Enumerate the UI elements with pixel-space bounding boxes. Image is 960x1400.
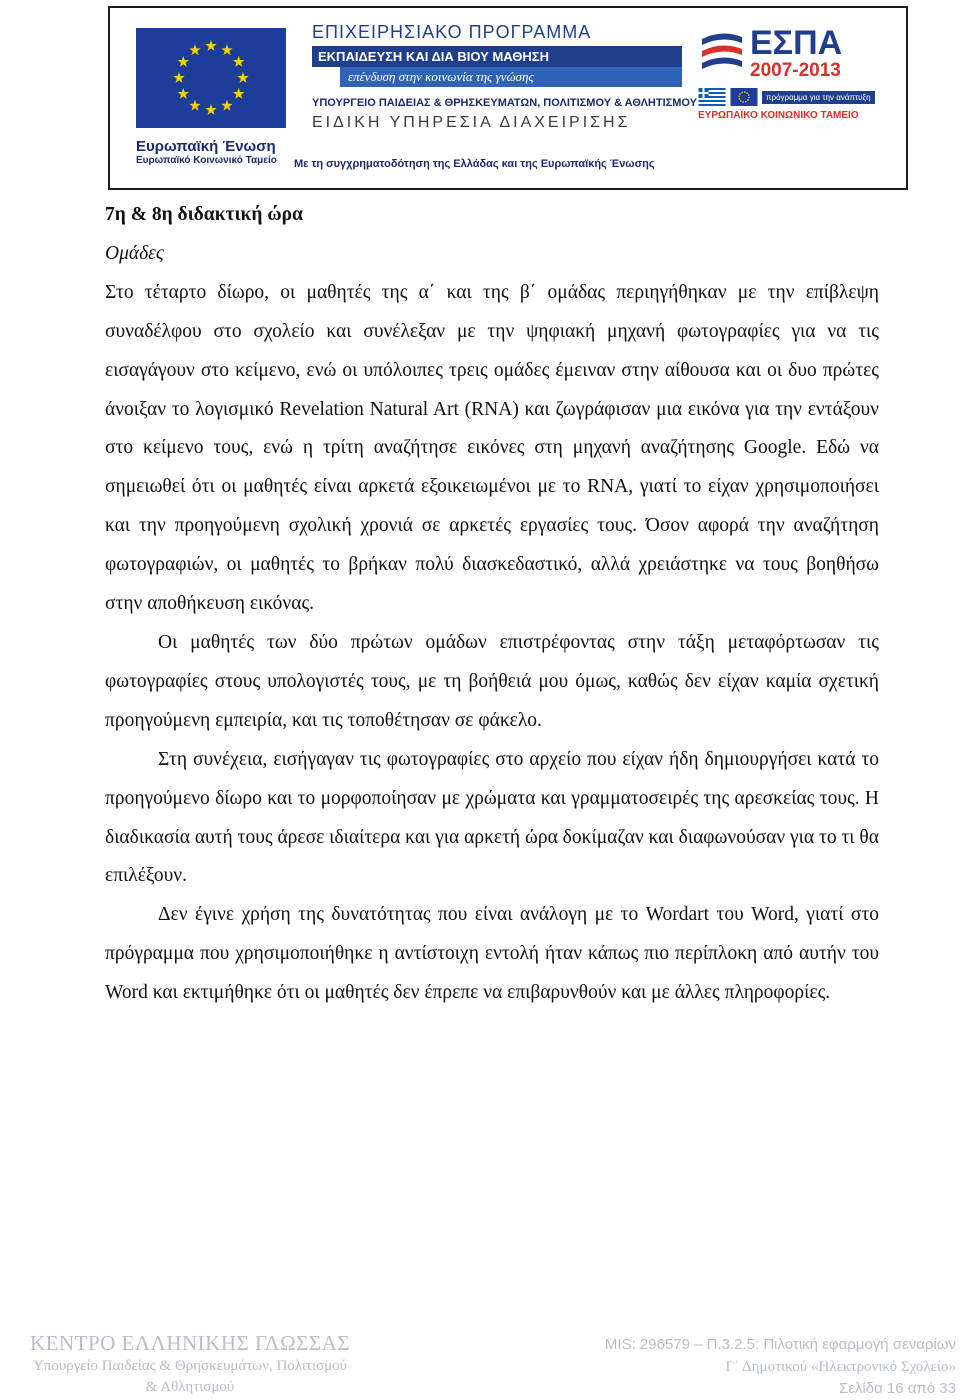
eu-fund: Ευρωπαϊκό Κοινωνικό Ταμείο	[136, 155, 277, 166]
eu-flag-small-icon	[730, 88, 758, 106]
section-subheading: Ομάδες	[105, 242, 164, 264]
footer-ministry-line1: Υπουργείο Παιδείας & Θρησκευμάτων, Πολιτισμού	[32, 1358, 348, 1374]
programme-subtitle: ΕΚΠΑΙΔΕΥΣΗ ΚΑΙ ΔΙΑ ΒΙΟΥ ΜΑΘΗΣΗ	[312, 46, 682, 67]
paragraph-1: Στο τέταρτο δίωρο, οι μαθητές της α΄ και της β΄ ομάδας περιηγήθηκαν με την επίβλεψη συναδέλφου στο σχολείο και συνέλεξαν με την ψηφιακή μηχανή φωτογραφίες για να τις εισαγάγουν στο κείμενο, ενώ οι υπόλοιπες τρεις ομάδες έμειναν στην αίθουσα και οι δυο πρώτες άνοιξαν το λογισμικό Revelation Natural Art (RNA) και ζωγράφισαν μια εικόνα για την εντάξουν στο κείμενο τους, ενώ η τρίτη αναζήτησε εικόνες στη μηχανή αναζήτησης Google. Εδώ να σημειωθεί ότι οι μαθητές είναι αρκετά εξοικειωμένοι με το RNA, γιατί το είχαν χρησιμοποιήσει και την προηγούμενη σχολική χρονιά σε αρκετές εργασίες τους. Όσον αφορά την αναζήτηση φωτογραφιών, οι μαθητές το βρήκαν πολύ διασκεδαστικό, αλλά χρειάστηκε να τους βοηθήσω στην αποθήκευση εικόνας.	[105, 281, 879, 615]
footer-organization: ΚΕΝΤΡΟ ΕΛΛΗΝΙΚΗΣ ΓΛΩΣΣΑΣ	[29, 1331, 351, 1355]
espa-years: 2007-2013	[750, 60, 841, 81]
programme-agency: ΕΙΔΙΚΗ ΥΠΗΡΕΣΙΑ ΔΙΑΧΕΙΡΙΣΗΣ	[312, 114, 631, 131]
espa-logo	[698, 26, 898, 121]
espa-slogan: πρόγραμμα για την ανάπτυξη	[762, 91, 875, 104]
eu-flag-icon	[136, 28, 286, 128]
paragraph-3: Στη συνέχεια, εισήγαγαν τις φωτογραφίες στο αρχείο που είχαν ήδη δημιουργήσει κατά το προηγούμενο δίωρο και το μορφοποίησαν με χρώματα και γραμματοσειρές της αρεσκείας τους. Η διαδικασία αυτή τους άρεσε ιδιαίτερα και για αρκετή ώρα δοκίμαζαν και διαφωνούσαν για το τι θα επιλέξουν.	[105, 748, 879, 887]
footer-right	[605, 1334, 956, 1400]
espa-bottom	[698, 88, 898, 106]
programme-ministry: ΥΠΟΥΡΓΕΙΟ ΠΑΙΔΕΙΑΣ & ΘΡΗΣΚΕΥΜΑΤΩΝ, ΠΟΛΙΤΙΣΜΟΥ & ΑΘΛΗΤΙΣΜΟΥ	[312, 97, 697, 109]
document-body	[105, 196, 879, 1013]
programme-logo	[312, 22, 697, 132]
espa-text	[750, 26, 842, 82]
programme-slogan: επένδυση στην κοινωνία της γνώσης	[340, 67, 682, 87]
eu-logo	[136, 28, 286, 166]
footer-left	[0, 1330, 380, 1398]
programme-title: ΕΠΙΧΕΙΡΗΣΙΑΚΟ ΠΡΟΓΡΑΜΜΑ	[312, 22, 592, 42]
espa-name: ΕΣΠΑ	[750, 24, 843, 62]
footer-school: Γ΄ Δημοτικού «Ηλεκτρονικό Σχολείο»	[725, 1359, 956, 1375]
espa-top	[698, 26, 898, 82]
section-heading: 7η & 8η διδακτική ώρα	[105, 204, 303, 225]
cofunding-note: Με τη συγχρηματοδότηση της Ελλάδας και της Ευρωπαϊκής Ένωσης	[294, 158, 655, 170]
esf-name: ΕΥΡΩΠΑΪΚΟ ΚΟΙΝΩΝΙΚΟ ΤΑΜΕΙΟ	[698, 110, 859, 121]
espa-swoosh-icon	[698, 27, 746, 81]
footer-page-number: Σελίδα 16 από 33	[838, 1380, 956, 1397]
footer-ministry-line2: & Αθλητισμού	[145, 1379, 235, 1395]
paragraph-2: Οι μαθητές των δύο πρώτων ομάδων επιστρέφοντας στην τάξη μεταφόρτωσαν τις φωτογραφίες στους υπολογιστές τους, με τη βοήθειά μου όμως, καθώς δεν είχαν καμία σχετική προηγούμενη εμπειρία, και τις τοποθέτησαν σε φάκελο.	[105, 631, 879, 731]
footer-mis: MIS: 296579 – Π.3.2.5: Πιλοτική εφαρμογή σεναρίων	[604, 1336, 956, 1353]
header-banner	[108, 6, 908, 190]
paragraph-4: Δεν έγινε χρήση της δυνατότητας που είναι ανάλογη με το Wordart του Word, γιατί στο πρόγραμμα που χρησιμοποιήθηκε η αντίστοιχη εντολή ήταν κάπως πιο περίπλοκη από αυτήν του Word και εκτιμήθηκε ότι οι μαθητές δεν έπρεπε να επιβαρυνθούν και με άλλες πληροφορίες.	[105, 904, 879, 1004]
eu-name: Ευρωπαϊκή Ένωση	[136, 138, 276, 155]
greek-flag-icon	[698, 88, 726, 106]
